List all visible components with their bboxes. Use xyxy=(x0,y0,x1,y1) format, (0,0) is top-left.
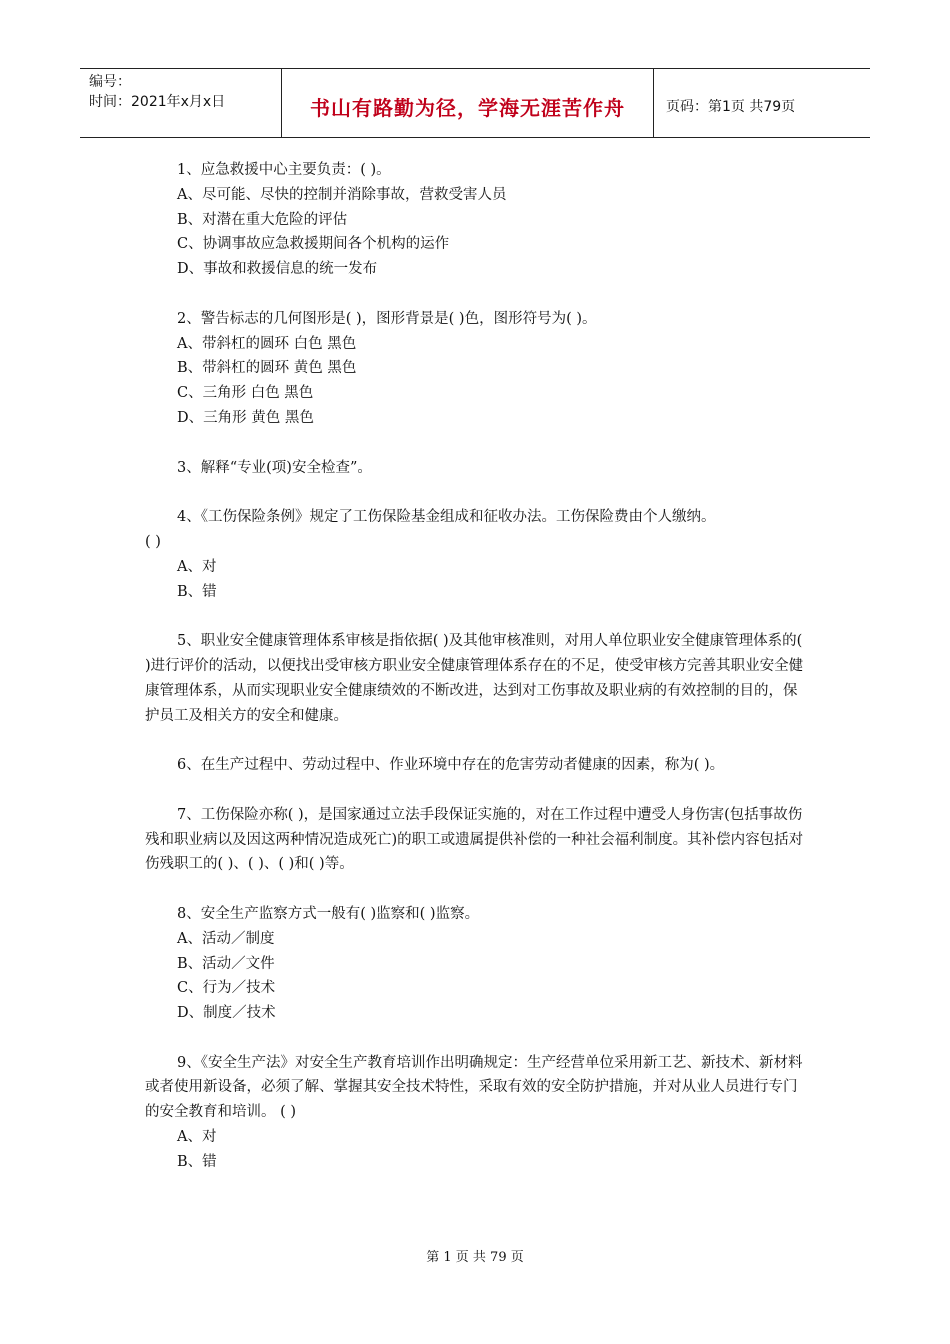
answer-option: C、行为／技术 xyxy=(177,980,276,997)
question-block xyxy=(145,158,810,282)
spacer xyxy=(145,877,810,902)
question-text: 6、在生产过程中、劳动过程中、作业环境中存在的危害劳动者健康的因素，称为( )。 xyxy=(177,757,725,774)
spacer xyxy=(145,431,810,456)
question-text: 5、职业安全健康管理体系审核是指依据( )及其他审核准则，对用人单位职业安全健康管理体系的( )进行评价的活动，以便找出受审核方职业安全健康管理体系存在的不足，使受审核方完善其职业安全健康管理体系，从而实现职业安全健康绩效的不断改进，达到对工伤事故及职业病的有效控制的目的，保护员工及相关方的安全和健康。 xyxy=(145,633,804,724)
answer-option: A、活动／制度 xyxy=(177,930,275,947)
question-block xyxy=(145,1051,810,1175)
question-text: 3、解释“专业(项)安全检查”。 xyxy=(177,459,372,476)
answer-option: D、三角形 黄色 黑色 xyxy=(177,409,314,426)
question-list xyxy=(145,158,810,1175)
footer-page-number: 第 1 页 共 79 页 xyxy=(426,1250,524,1265)
answer-option: C、三角形 白色 黑色 xyxy=(177,385,314,402)
spacer xyxy=(145,480,810,505)
question-text: 9、《安全生产法》对安全生产教育培训作出明确规定：生产经营单位采用新工艺、新技术、新材料或者使用新设备，必须了解、掌握其安全技术特性，采取有效的安全防护措施，并对从业人员进行专门的安全教育和培训。 ( ) xyxy=(145,1054,803,1121)
answer-option: B、对潜在重大危险的评估 xyxy=(177,211,348,228)
question-block xyxy=(145,753,810,778)
question-text: ( ) xyxy=(145,533,161,550)
spacer xyxy=(145,1026,810,1051)
time-label: 时间：2021年x月x日 xyxy=(89,94,226,110)
answer-option: A、带斜杠的圆环 白色 黑色 xyxy=(177,335,357,352)
page-label: 页码：第1页 共79页 xyxy=(666,99,796,115)
answer-option: A、对 xyxy=(177,1129,217,1146)
page-footer xyxy=(0,1246,950,1265)
question-text: 1、应急救援中心主要负责：( )。 xyxy=(177,162,391,178)
header-meta xyxy=(80,69,282,137)
spacer xyxy=(145,778,810,803)
question-block xyxy=(145,902,810,1026)
spacer xyxy=(145,728,810,753)
question-text: 8、安全生产监察方式一般有( )监察和( )监察。 xyxy=(177,905,480,922)
number-label: 编号： xyxy=(89,74,131,90)
question-block xyxy=(145,505,810,604)
spacer xyxy=(145,282,810,307)
answer-option: D、事故和救援信息的统一发布 xyxy=(177,261,378,278)
question-text: 7、工伤保险亦称( )，是国家通过立法手段保证实施的，对在工作过程中遭受人身伤害(包括事故伤残和职业病以及因这两种情况造成死亡)的职工或遗属提供补偿的一种社会福利制度。其补偿内容包括对伤残职工的( )、( )、( )和( )等。 xyxy=(145,806,804,873)
answer-option: B、错 xyxy=(177,1153,217,1170)
question-block xyxy=(145,307,810,431)
question-text: 2、警告标志的几何图形是( )，图形背景是( )色，图形符号为( )。 xyxy=(177,310,597,327)
motto: 书山有路勤为径，学海无涯苦作舟 xyxy=(310,95,625,120)
answer-option: A、对 xyxy=(177,558,217,575)
answer-option: B、错 xyxy=(177,583,217,600)
answer-option: D、制度／技术 xyxy=(177,1005,276,1022)
spacer xyxy=(145,604,810,629)
question-text: 4、《工伤保险条例》规定了工伤保险基金组成和征收办法。工伤保险费由个人缴纳。 xyxy=(177,509,716,526)
header-motto-cell xyxy=(282,69,654,137)
question-block xyxy=(145,629,810,728)
question-block xyxy=(145,456,810,481)
answer-option: C、协调事故应急救援期间各个机构的运作 xyxy=(177,236,450,253)
answer-option: B、活动／文件 xyxy=(177,955,275,972)
question-block xyxy=(145,803,810,877)
document-header xyxy=(80,68,870,138)
answer-option: B、带斜杠的圆环 黄色 黑色 xyxy=(177,360,357,377)
answer-option: A、尽可能、尽快的控制并消除事故，营救受害人员 xyxy=(177,186,507,203)
header-page-cell xyxy=(654,69,870,137)
